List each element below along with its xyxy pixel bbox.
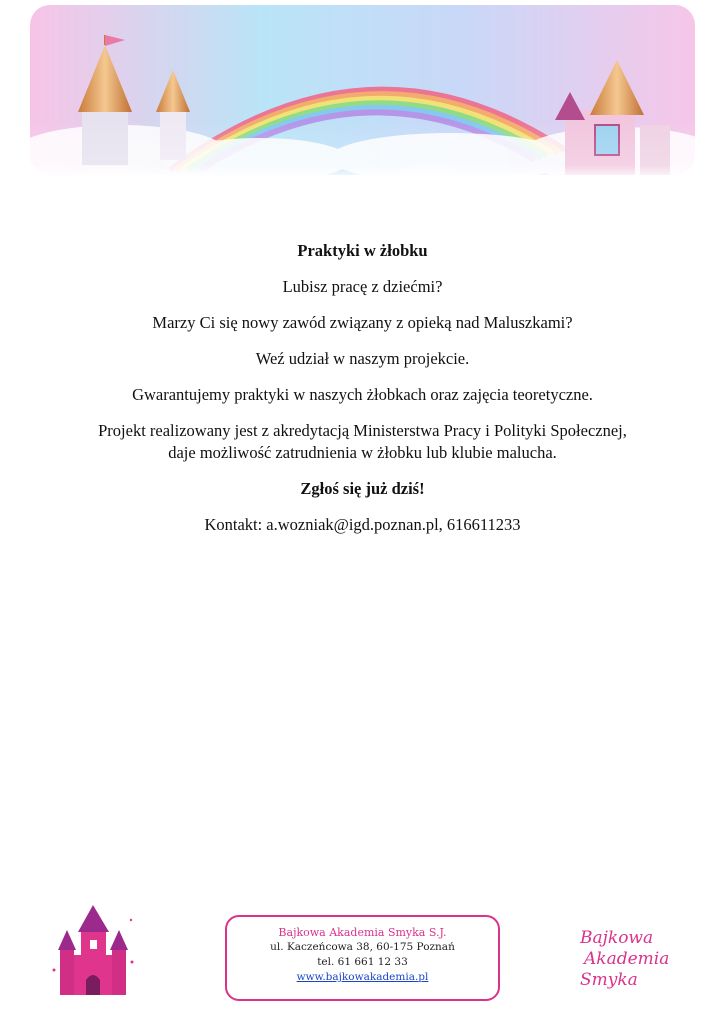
project-line-1: Projekt realizowany jest z akredytacją Ministerstwa Pracy i Polityki Społecznej,: [98, 421, 627, 440]
project-line-2: daje możliwość zatrudnienia w żłobku lub klubie malucha.: [168, 443, 557, 462]
main-content: [60, 240, 665, 550]
footer-contact-box: [225, 915, 500, 1001]
footer-phone: tel. 61 661 12 33: [317, 956, 408, 968]
text-line-participate: Weź udział w naszym projekcie.: [255, 349, 470, 368]
footer-address: ul. Kaczeńcowa 38, 60-175 Poznań: [270, 941, 455, 953]
call-to-action: Zgłoś się już dziś!: [300, 479, 425, 498]
logo-line-3: Smyka: [580, 970, 638, 990]
footer-company-name: Bajkowa Akademia Smyka S.J.: [278, 926, 447, 939]
text-line-question: Lubisz pracę z dziećmi?: [282, 277, 443, 296]
brand-logo-text: [580, 928, 690, 991]
logo-line-1: Bajkowa: [580, 928, 654, 948]
footer-website-link[interactable]: www.bajkowakademia.pl: [296, 971, 429, 983]
logo-line-2: Akademia: [584, 949, 670, 969]
page-title: Praktyki w żłobku: [297, 241, 428, 260]
text-line-career: Marzy Ci się nowy zawód związany z opieką nad Maluszkami?: [152, 313, 573, 332]
text-line-guarantee: Gwarantujemy praktyki w naszych żłobkach oraz zajęcia teoretyczne.: [132, 385, 593, 404]
text-project-paragraph: [60, 420, 665, 464]
header-banner-image: [0, 0, 725, 180]
castle-logo-icon: [46, 900, 136, 1000]
contact-line: Kontakt: a.wozniak@igd.poznan.pl, 616611233: [204, 515, 521, 534]
